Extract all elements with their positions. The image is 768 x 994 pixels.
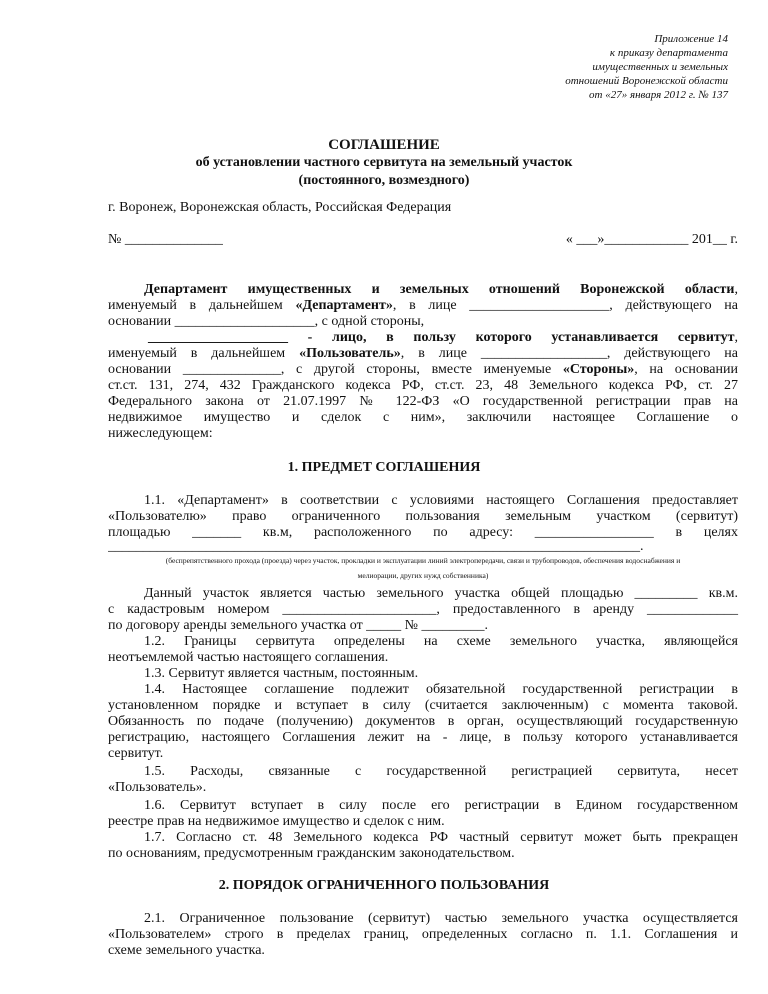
clause-line: с кадастровым номером ______________________, предоставленного в аренду _____________ (108, 602, 738, 617)
appendix-note (565, 32, 728, 102)
text: , в лице __________________, действующего на (400, 346, 738, 361)
agreement-number: № ______________ (108, 232, 223, 247)
clause-line: 1.2. Границы сервитута определены на схеме земельного участка, являющейся (144, 634, 738, 649)
clause-line: 1.3. Сервитут является частным, постоянным. (144, 666, 419, 681)
parties-line: Федерального закона от 21.07.1997 № 122-ФЗ «О государственной регистрации прав на (108, 394, 738, 409)
section-2-heading: 2. ПОРЯДОК ОГРАНИЧЕННОГО ПОЛЬЗОВАНИЯ (218, 878, 550, 893)
clause-line: 1.7. Согласно ст. 48 Земельного кодекса РФ частный сервитут может быть прекращен (144, 830, 738, 845)
clause-line: реестре прав на недвижимое имущество и сделок с ним. (108, 814, 445, 829)
clause-line: по основаниям, предусмотренным гражданским законодательством. (108, 846, 515, 861)
punct: , (734, 282, 738, 297)
parties-line: недвижимое имущество и сделок с ним», заключили настоящее Соглашение о (108, 410, 738, 425)
title-subtitle: об установлении частного сервитута на земельный участок (195, 155, 573, 170)
title-main: СОГЛАШЕНИЕ (328, 137, 440, 153)
clause-line: ____________________________________________________________________________. (108, 539, 644, 554)
section-1-heading: 1. ПРЕДМЕТ СОГЛАШЕНИЯ (287, 460, 481, 475)
clause-line: «Пользователю» право ограниченного пользования земельным участком (сервитут) (108, 509, 738, 524)
title-subtitle-2: (постоянного, возмездного) (298, 173, 470, 188)
parties-alias: «Стороны» (562, 362, 635, 377)
clause-line: площадью _______ кв.м, расположенного по адресу: _________________ в целях (108, 525, 738, 540)
document-title (0, 136, 768, 190)
clause-line: Данный участок является частью земельного участка общей площадью _________ кв.м. (144, 586, 738, 601)
clause-line: «Пользователь». (108, 780, 207, 795)
user-alias: «Пользователь» (299, 346, 401, 361)
number-date-row (108, 231, 738, 249)
parties-line: основании ____________________, с одной стороны, (108, 314, 425, 329)
place-line: г. Воронеж, Воронежская область, Российская Федерация (108, 200, 452, 215)
clause-line: регистрацию, настоящего Соглашения лежит на - лице, в пользу которого устанавливается (108, 730, 738, 745)
appendix-line: имущественных и земельных (592, 61, 728, 73)
agreement-date: « ___»____________ 201__ г. (565, 232, 738, 247)
clause-line: схеме земельного участка. (108, 943, 265, 958)
clause-line: Обязанность по подаче (получению) документов в орган, осуществляющий государственную (108, 714, 738, 729)
parties-line: ст.ст. 131, 274, 432 Гражданского кодекса РФ, ст.ст. 23, 48 Земельного кодекса РФ, ст. 27 (108, 378, 738, 393)
department-name: Департамент имущественных и земельных отношений Воронежской области (144, 282, 735, 297)
text: именуемый в дальнейшем (108, 298, 296, 313)
clause-line: установленном порядке и вступает в силу (считается заключенным) с момента таковой. (108, 698, 738, 713)
text: , на основании (634, 362, 738, 377)
punct: , (734, 330, 738, 345)
user-name: ____________________ - лицо, в пользу которого устанавливается сервитут (148, 330, 735, 345)
clause-line: 1.6. Сервитут вступает в силу после его регистрации в Едином государственном (144, 798, 738, 813)
appendix-line: от «27» января 2012 г. № 137 (589, 89, 728, 101)
clause-line: 1.1. «Департамент» в соответствии с условиями настоящего Соглашения предоставляет (144, 493, 738, 508)
clause-line: «Пользователем» строго в пределах границ, определенных согласно п. 1.1. Соглашения и (108, 927, 738, 942)
appendix-line: отношений Воронежской области (565, 75, 728, 87)
clause-line: сервитут. (108, 746, 164, 761)
appendix-line: к приказу департамента (609, 47, 728, 59)
text: , в лице ____________________, действующего на (392, 298, 739, 313)
text: именуемый в дальнейшем (108, 346, 300, 361)
department-alias: «Департамент» (295, 298, 393, 313)
footnote: (беспрепятственного прохода (проезда) через участок, прокладки и эксплуатации линий электропередачи, связи и трубопроводов, обеспечения водоснабжения и (165, 556, 681, 565)
clause-line: 1.5. Расходы, связанные с государственной регистрацией сервитута, несет (144, 764, 738, 779)
clause-line: 2.1. Ограниченное пользование (сервитут) частью земельного участка осуществляется (144, 911, 738, 926)
clause-line: неотъемлемой частью настоящего соглашения. (108, 650, 389, 665)
appendix-line: Приложение 14 (654, 33, 728, 45)
text: основании ______________, с другой стороны, вместе именуемые (108, 362, 563, 377)
clause-line: 1.4. Настоящее соглашение подлежит обязательной государственной регистрации в (144, 682, 738, 697)
parties-line: нижеследующем: (108, 426, 213, 441)
footnote: мелиорации, других нужд собственника) (357, 571, 489, 580)
clause-line: по договору аренды земельного участка от _____ № _________. (108, 618, 489, 633)
